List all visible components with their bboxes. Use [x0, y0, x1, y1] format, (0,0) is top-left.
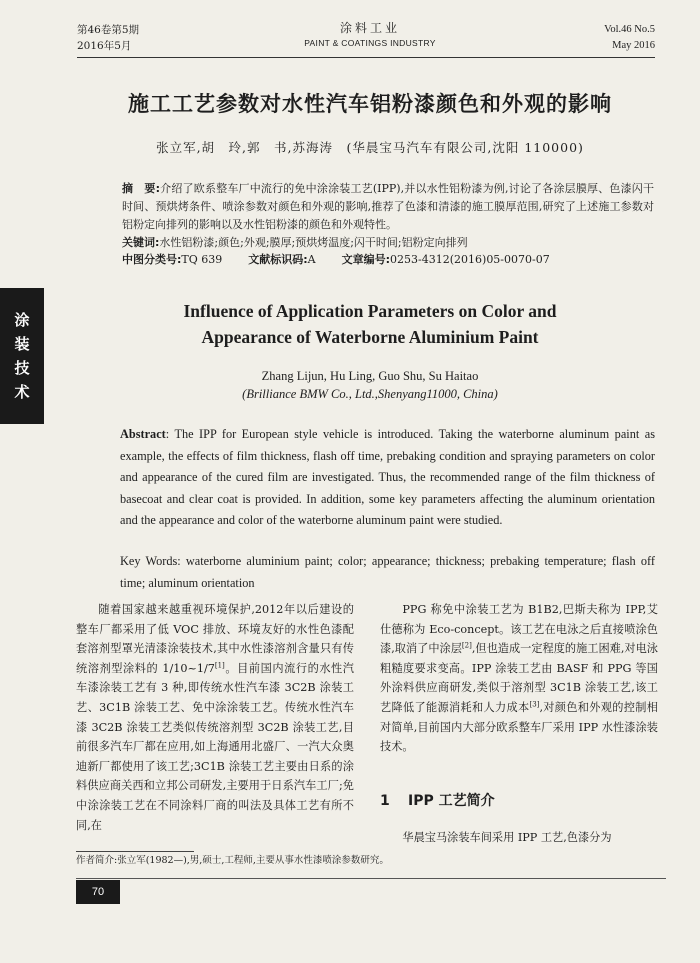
issue-date: 2016年5月 — [77, 40, 132, 52]
body-text: 随着国家越来越重视环境保护,2012年以后建设的整车厂都采用了低 VOC 排放、环境友好的水性色漆配套溶剂型罩光清漆涂装技术,其中水性漆溶剂含量只有传统溶剂型涂料的 1/10~1/7 — [76, 603, 354, 675]
section-body: 华晨宝马涂装车间采用 IPP 工艺,色漆分为 — [402, 831, 612, 844]
abstract-cn — [122, 180, 654, 252]
section-side-tab — [0, 288, 44, 424]
abstract-cn-text: 介绍了欧系整车厂中流行的免中涂涂装工艺(IPP),并以水性铝粉漆为例,讨论了各涂层膜厚、色漆闪干时间、预烘烤条件、喷涂参数对颜色和外观的影响,推荐了色漆和清漆的施工膜厚范围,研究了上述施工参数对铝粉定向排列的影响以及水性铝粉漆的颜色和外观特性。 — [122, 182, 654, 231]
citation-ref[interactable]: [1] — [214, 661, 225, 670]
body-text: 。目前国内流行的水性汽车漆涂装工艺有 3 种,即传统水性汽车漆 3C2B 涂装工艺、3C1B 涂装工艺、免中涂涂装工艺。传统水性汽车漆 3C2B 涂装工艺类似传统溶剂型 3C2B 涂装工艺,目前很多汽车厂都在应用,如上海通用北盛厂、一汽大众奥迪新厂都使用了该工艺;3C1B 涂装工艺主要由日系的涂料供应商关西和立邦公司研发,主要用于日系汽车工厂;免中涂涂装工艺在不同涂料厂商的叫法及具体工艺有所不同,在 — [76, 661, 354, 832]
article-title-en — [70, 298, 670, 350]
title-en-line: Appearance of Waterborne Aluminium Paint — [201, 327, 539, 347]
keywords-cn-label: 关键词: — [122, 236, 160, 249]
header-journal — [250, 20, 490, 50]
body-text: ,但也造成一定程度的施工困难,对电泳粗糙度要求变高。IPP 涂装工艺由 BASF 和 PPG 等国外涂料供应商研发,类似于溶剂型 3C1B 涂装工艺,该工艺降低了能源消耗和人力成本 — [380, 642, 658, 714]
section-number: 1 — [380, 793, 390, 809]
authors-en-block — [70, 367, 670, 403]
journal-name-en: PAINT & COATINGS INDUSTRY — [304, 38, 436, 48]
header-volume — [604, 22, 655, 54]
body-column-left — [76, 600, 354, 835]
issue-label: 第46卷第5期 — [77, 24, 140, 36]
article-id-value: 0253-4312(2016)05-0070-07 — [390, 253, 550, 266]
classification-line — [122, 251, 662, 269]
doc-code-value: A — [307, 253, 316, 266]
side-tab-char: 涂 — [14, 311, 30, 329]
keywords-en-text: : waterborne aluminium paint; color; appearance; thickness; prebaking temperature; flash off time; aluminum orientation — [120, 554, 655, 590]
page-bottom-divider — [76, 878, 666, 879]
author-footnote: 作者简介:张立军(1982—),男,硕士,工程师,主要从事水性漆喷涂参数研究。 — [76, 855, 389, 866]
keywords-en-label: Key Words — [120, 554, 178, 568]
side-tab-char: 术 — [14, 383, 30, 401]
keywords-en — [120, 551, 655, 594]
side-tab-char: 装 — [14, 335, 30, 353]
title-en-line: Influence of Application Parameters on Color and — [183, 301, 557, 321]
citation-ref[interactable]: [3] — [529, 700, 540, 709]
journal-name-cn: 涂料工业 — [339, 21, 400, 35]
affiliation-en: (Brilliance BMW Co., Ltd.,Shenyang11000, China) — [242, 387, 498, 401]
article-id-label: 文章编号: — [341, 253, 391, 266]
keywords-cn-text: 水性铝粉漆;颜色;外观;膜厚;预烘烤温度;闪干时间;铝粉定向排列 — [159, 236, 468, 249]
authors-en: Zhang Lijun, Hu Ling, Guo Shu, Su Haitao — [261, 369, 479, 383]
page-number: 70 — [76, 880, 120, 904]
clc-value: TQ 639 — [181, 253, 223, 266]
doc-code-label: 文献标识码: — [248, 253, 308, 266]
side-tab-char: 技 — [14, 359, 30, 377]
body-text: ,对颜色和外观的控制相对简单,目前国内大部分欧系整车厂采用 IPP 水性漆涂装技术。 — [380, 700, 658, 754]
header-issue — [77, 22, 139, 54]
section-heading — [380, 790, 495, 810]
citation-ref[interactable]: [2] — [461, 641, 472, 650]
footnote-divider — [76, 851, 194, 852]
authors-cn: 张立军,胡 玲,郭 书,苏海涛 (华晨宝马汽车有限公司,沈阳 110000) — [156, 140, 584, 155]
header-divider — [77, 57, 655, 58]
body-column-right — [380, 600, 658, 757]
article-title-cn: 施工工艺参数对水性汽车铝粉漆颜色和外观的影响 — [128, 92, 612, 116]
volume-date: May 2016 — [612, 40, 655, 51]
abstract-en-text: : The IPP for European style vehicle is introduced. Taking the waterborne aluminum paint as example, the effects of film thickness, flash off time, prebaking condition and spraying parameters on color and appearance of the cured film are investigated. Thus, the recommended range of the film thickness of basecoat and clear coat is provided. In addition, some key parameters affecting the aluminum orientation and the appearance and color of the waterborne aluminum paint were studied. — [120, 427, 655, 527]
abstract-en — [120, 424, 655, 532]
abstract-cn-label: 摘 要: — [122, 182, 160, 195]
clc-label: 中图分类号: — [122, 253, 182, 266]
keywords-cn — [122, 234, 654, 252]
abstract-en-label: Abstract — [120, 427, 166, 441]
body-paragraph — [76, 600, 354, 835]
section-title: IPP 工艺简介 — [408, 793, 495, 809]
body-paragraph — [380, 600, 658, 757]
volume-label: Vol.46 No.5 — [604, 24, 655, 35]
body-text: PPG 称免中涂装工艺为 B1B2,巴斯夫称为 IPP,艾仕德称为 Eco-concept。该工艺在电泳之后直接喷涂色漆,取消了中涂层 — [380, 603, 658, 656]
